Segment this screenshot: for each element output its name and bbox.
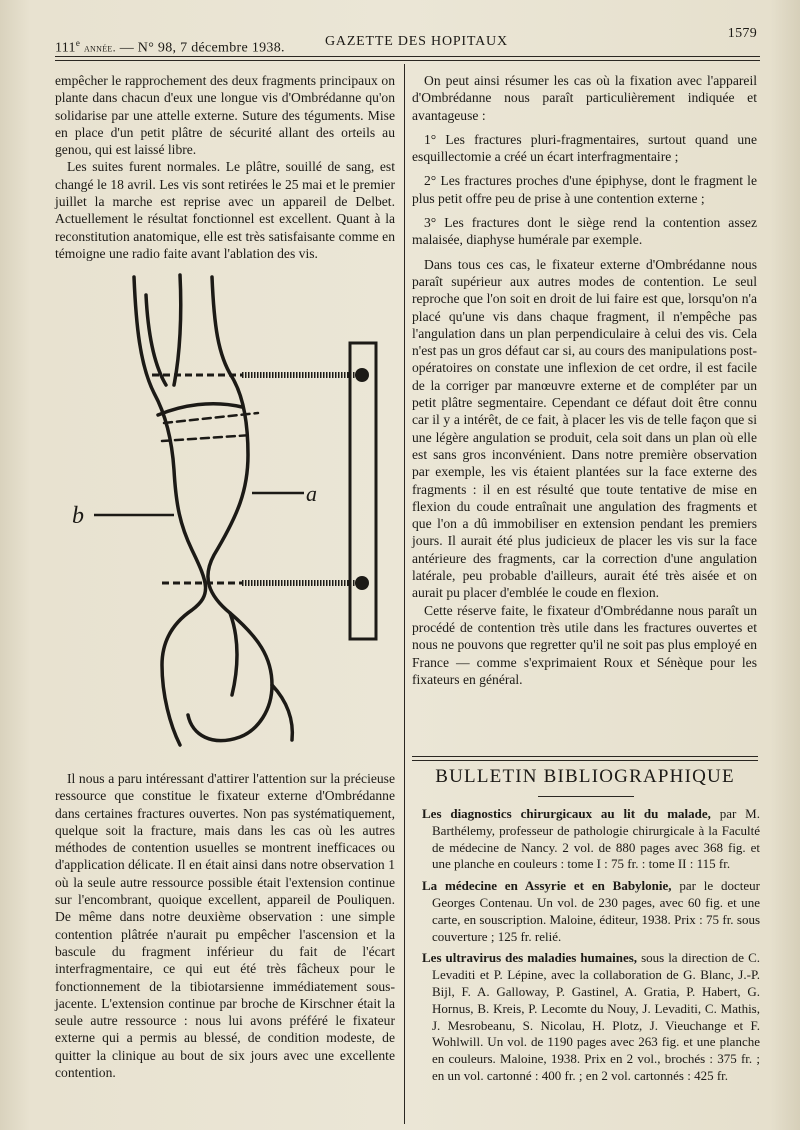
bone-lower-shape <box>230 613 237 695</box>
right-column-text <box>412 72 757 688</box>
upper-screw <box>152 368 369 382</box>
bulletin-rule-top <box>412 756 758 757</box>
label-a: a <box>306 481 317 506</box>
bulletin-separator <box>538 796 634 797</box>
summary-item-1: 1° Les fractures pluri-fragmentaires, surtout quand une esquillectomie a créé un écart interfragmentaire ; <box>412 131 757 165</box>
bone-outline-left <box>134 277 206 745</box>
column-divider <box>404 64 405 1124</box>
page-header <box>55 26 757 56</box>
header-rule-top <box>55 56 760 57</box>
bulletin-title: BULLETIN BIBLIOGRAPHIQUE <box>435 766 735 787</box>
label-b: b <box>72 503 84 529</box>
bibliography-entry: Les diagnostics chirurgicaux au lit du malade, par M. Barthélemy, professeur de pathologie chirurgicale à la Faculté de médecine de Nancy. 2 vol. de 880 pages avec 368 fig. et une planche en couleurs : tome I : 75 fr. : tome II : 115 fr. <box>422 806 760 872</box>
paragraph: Dans tous ces cas, le fixateur externe d'Ombrédanne nous paraît supérieur aux autres modes de contention. Le seul reproche que l'on soit en droit de lui faire est que, lorsqu'on n'a placé qu'une vis dans chaque fragment, il n'empêche pas l'angulation dans un plan perpendiculaire à celui des vis. Cela n'est pas un gros défaut car si, au cours des manipulations post-opératoires on constate une inflexion de cet ordre, il est facile de la corriger par manœuvre externe et de compléter par un petit plâtre segmentaire. Cependant ce défaut doit être connu car il y a intérêt, de ce fait, à placer les vis de telle façon que si une légère angulation se produit, cela soit dans un plan où elle est sans gros inconvénient. Dans notre première observation par exemple, les vis étaient plantées sur la face externe des fragments : il en est résulté que toute tentative de mise en flexion du coude entraînait une angulation des fragments et que l'on a dû immobiliser en extension pendant les premiers jours. Il aurait été plus judicieux de placer les vis sur la face antérieure des fragments, car la correction d'une angulation latérale, peu probable d'ailleurs, aurait été très aisée et on aurait pu placer d'emblée le coude en flexion. <box>412 256 757 601</box>
left-column-bottom-text <box>55 770 395 1081</box>
fixator-diagram <box>62 265 392 755</box>
bone-outline-right <box>188 277 272 741</box>
left-column-top-text <box>55 72 395 262</box>
header-rule-bottom <box>55 60 760 61</box>
summary-item-2: 2° Les fractures proches d'une épiphyse, dont le fragment le plus petit offre peu de prise à une contention externe ; <box>412 173 757 206</box>
paragraph: Les suites furent normales. Le plâtre, souillé de sang, est changé le 18 avril. Les vis sont retirées le 25 mai et le premier juillet la marche est reprise avec un appareil de Delbet. Actuellement le résultat fonctionnel est excellent. Quant à la reconstitution anatomique, elle est très satisfaisante comme en témoigne une radio faite avant l'ablation des vis. <box>55 159 395 261</box>
fracture-dashed-2 <box>162 435 252 441</box>
bone-lower-curve <box>272 685 292 740</box>
bulletin-rule-bottom <box>412 760 758 761</box>
journal-title: GAZETTE DES HOPITAUX <box>325 34 508 49</box>
external-fixator-bar <box>350 343 376 639</box>
bibliography-entry: La médecine en Assyrie et en Babylonie, par le docteur Georges Contenau. Un vol. de 230 pages, avec 60 fig. et une carte, en souscription. Maloine, éditeur, 1938. Prix : 75 fr. sous couverture ; 125 fr. relié. <box>422 878 760 944</box>
bibliography-list <box>422 806 760 1090</box>
fracture-line <box>158 404 242 415</box>
lower-screw <box>162 576 369 590</box>
summary-item-3: 3° Les fractures dont le siège rend la contention assez malaisée, diaphyse humérale par exemple. <box>412 215 757 248</box>
issue-info: 111e année. — N° 98, 7 décembre 1938. <box>55 38 285 56</box>
page-number: 1579 <box>727 26 757 41</box>
bibliography-entry: Les ultravirus des maladies humaines, sous la direction de C. Levaditi et P. Lépine, avec la collaboration de G. Blanc, J.-P. Bijl, F. A. Galloway, P. Gastinel, A. Gratia, P. Habert, G. Hornus, B. Kreis, P. Lecomte du Nouy, J. Levaditi, C. Mathis, J. Mesrobeanu, S. Nicolau, H. Plotz, J. Vieuchange et F. Wohlwill. Un vol. de 1190 pages avec 263 fig. et une planche en couleurs. Maloine, 1938. Prix en 2 vol., brochés : 375 fr. ; en un vol. cartonné : 400 fr. ; en 2 vol. cartonnés : 425 fr. <box>422 950 760 1083</box>
paragraph: Cette réserve faite, le fixateur d'Ombrédanne nous paraît un procédé de contention très utile dans les fractures ouvertes et nous ne pouvons que regretter qu'il ne soit pas plus employé en France — comme s'exprimaient Roux et Sénèque pour les fixateurs en général. <box>412 602 757 687</box>
bone-outline-mid <box>174 275 181 385</box>
bone-outline-inner-left <box>146 295 166 385</box>
summary-intro: On peut ainsi résumer les cas où la fixation avec l'appareil d'Ombrédanne nous paraît particulièrement indiquée et avantageuse : <box>412 73 757 123</box>
paragraph: Il nous a paru intéressant d'attirer l'attention sur la précieuse ressource que constitue le fixateur externe d'Ombrédanne dans certaines fractures ouvertes. Non pas systématiquement, quelque soit la fracture, mais dans les cas où les autres méthodes de contention usuelles se montrent inefficaces ou d'application délicate. Il en était ainsi dans notre observation 1 où la seule autre ressource possible était l'extension continue sur l'encombrant, quoique excellent, appareil de Pouliquen. De même dans notre deuxième observation : une simple contention plâtrée n'aurait pu empêcher l'ascension et la bascule du fragment inférieur du fait de l'écart interfragmentaire, ce qui eut été très fâcheux pour le fonctionnement de la tibiotarsienne immédiatement sous-jacente. L'extension continue par broche de Kirschner était la seule autre ressource : nous lui avons préféré le fixateur externe qui a permis au blessé, de condition modeste, de quitter la clinique au bout de six jours avec une excellente contention. <box>55 771 395 1081</box>
paragraph: empêcher le rapprochement des deux fragments principaux on plante dans chacun d'eux une longue vis d'Ombrédanne qu'on solidarise par une attelle externe. Suture des téguments. Mise en place d'un petit plâtre de sécurité allant des orteils au genou, qui est laissé libre. <box>55 73 395 158</box>
